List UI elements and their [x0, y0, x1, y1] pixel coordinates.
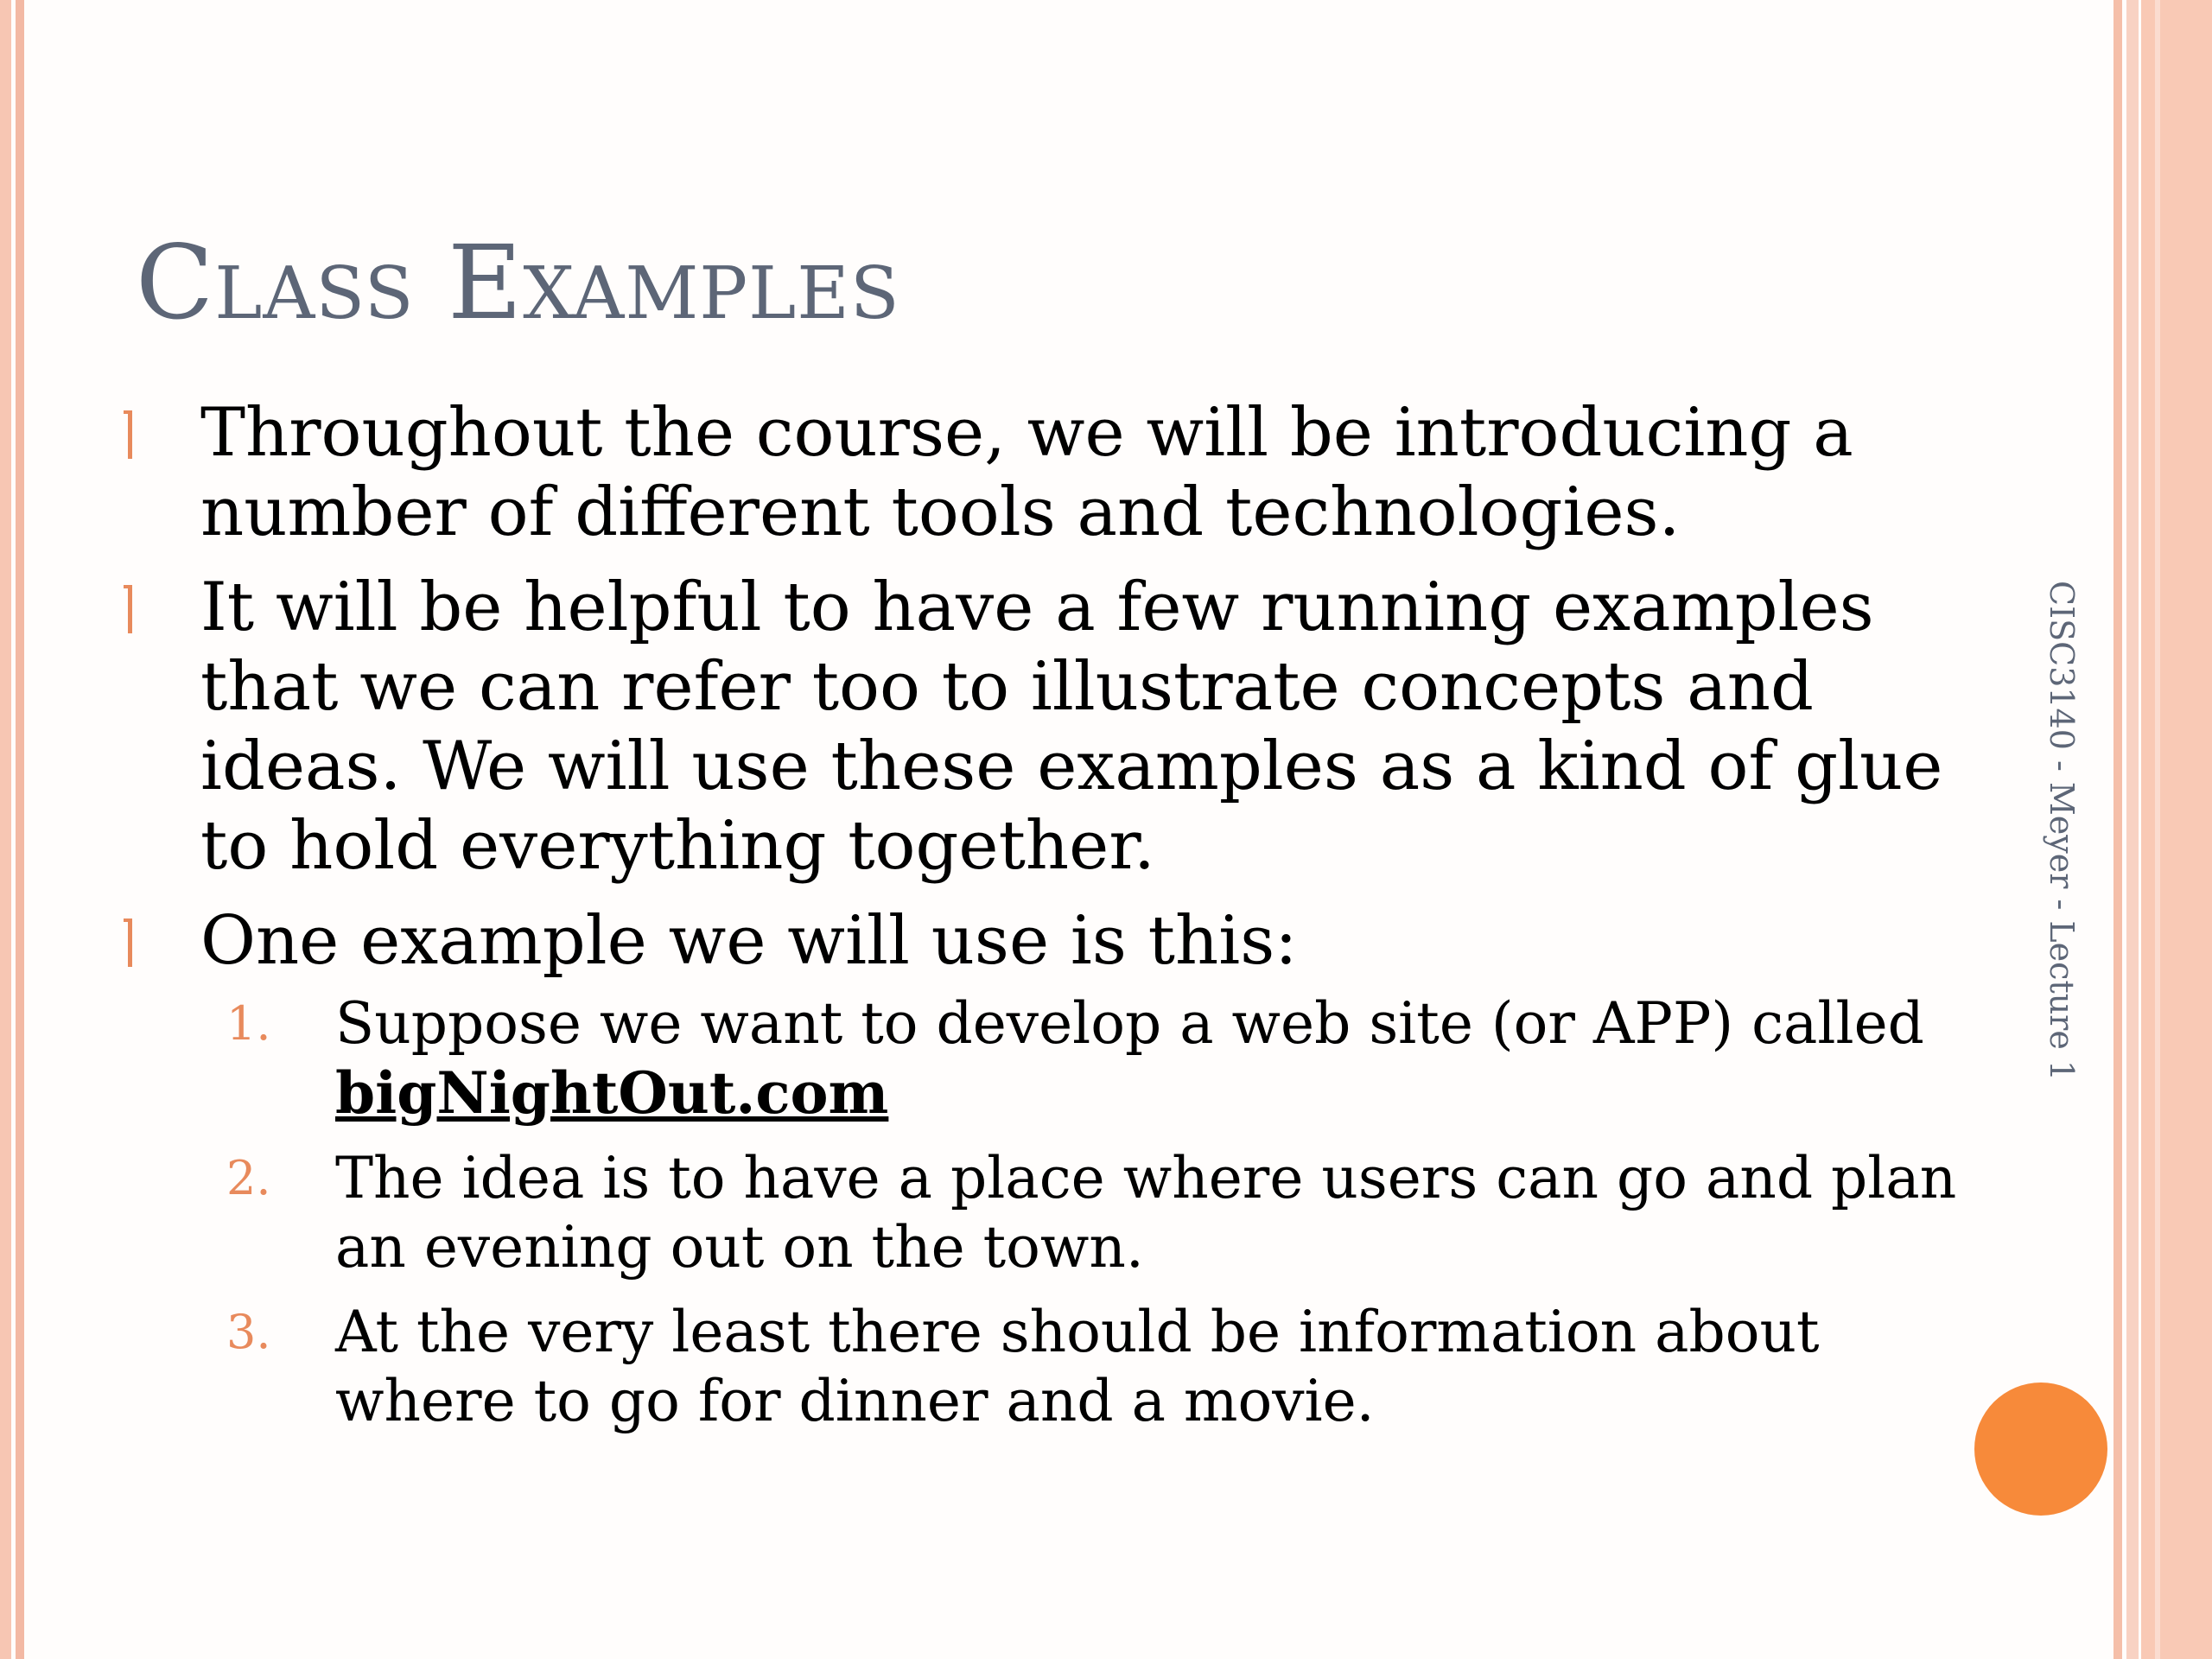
sublist-text: The idea is to have a place where users can go and plan an evening out on the town. [335, 1145, 1957, 1281]
bullet-list [128, 393, 1986, 1436]
decorative-circle [1974, 1382, 2107, 1516]
slide-title: Class Examples [136, 223, 900, 342]
sublist-text: At the very least there should be information about where to go for dinner and a movie. [335, 1299, 1820, 1434]
sublist-number: 2. [226, 1151, 271, 1205]
sublist-item [200, 1144, 1986, 1282]
slide-content [128, 393, 1986, 1452]
bullet-item [128, 568, 1986, 886]
right-decorative-stripe-light [2126, 0, 2139, 1659]
bullet-item [128, 901, 1986, 1436]
left-decorative-stripe [0, 0, 11, 1659]
numbered-sublist [200, 989, 1986, 1436]
bullet-text: It will be helpful to have a few running examples that we can refer too to illustrate concepts and ideas. We will use these examples as a kind of glue to hold everything together. [200, 569, 1943, 885]
bullet-marker-icon [128, 918, 132, 967]
bullet-marker-icon [128, 585, 132, 633]
left-decorative-stripe-inner [16, 0, 24, 1659]
site-link[interactable]: bigNightOut.com [335, 1059, 889, 1127]
bullet-text: Throughout the course, we will be introducing a number of different tools and technologies. [200, 394, 1853, 551]
vertical-footer-text: CISC3140 - Meyer - Lecture 1 [2043, 581, 2081, 1082]
sublist-text: Suppose we want to develop a web site (or APP) called [335, 990, 1924, 1057]
sublist-item [200, 1298, 1986, 1436]
bullet-text: One example we will use is this: [200, 902, 1298, 980]
bullet-item [128, 393, 1986, 552]
right-decorative-band [2141, 0, 2212, 1659]
right-band-highlight [2155, 0, 2160, 1659]
sublist-item [200, 989, 1986, 1128]
sublist-number: 1. [226, 996, 271, 1051]
right-decorative-stripe [2113, 0, 2122, 1659]
sublist-number: 3. [226, 1305, 271, 1359]
bullet-marker-icon [128, 410, 132, 459]
